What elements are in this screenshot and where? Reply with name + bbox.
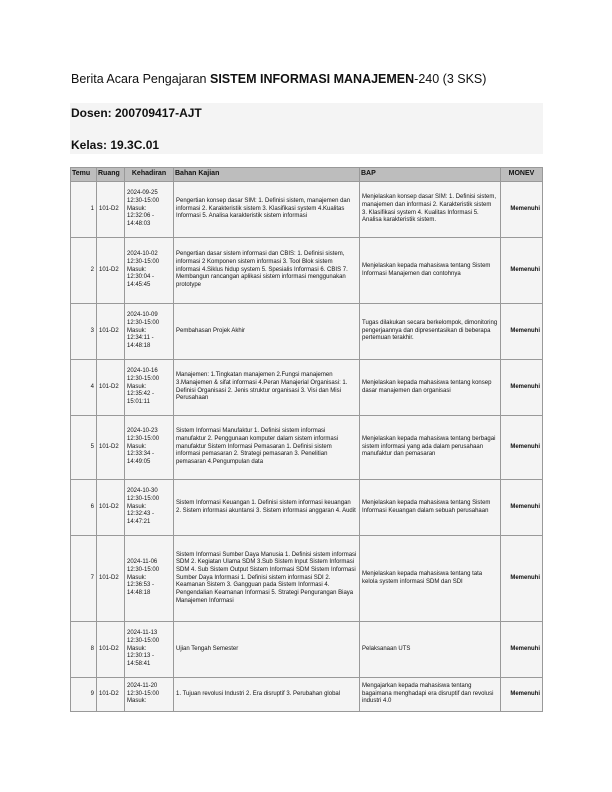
table-row	[71, 360, 543, 416]
check-in-label: Masuk:	[127, 503, 147, 510]
attendance-cell	[125, 360, 174, 416]
topic: Sistem Informasi Sumber Daya Manusia 1. Definisi sistem informasi SDM 2. Kegiatan Ulama SDM 3.Sub Sistem Input Sistem Informasi SDM 4. Sub Sistem Output Sistem Informasi SDM Sistem Informasi Sumber Daya Informasi 1. Definisi sistem informasi SDI 2. Keamanan Sistem 3. Gangguan pada Sistem Informasi 4. Pengendalian Keamanan Informasi 5. Strategi Pengurangan Biaya Manajemen Informasi	[174, 536, 360, 622]
attendance-cell	[125, 304, 174, 360]
bap: Menjelaskan kepada mahasiswa tentang tata kelola system informasi SDM dan SDI	[360, 536, 501, 622]
bap: Tugas dilakukan secara berkelompok, dimonitoring pengerjaannya dan dipresentasikan di beberapa pertemuan terakhir.	[360, 304, 501, 360]
meeting-number: 3	[71, 304, 97, 360]
date: 2024-11-20	[127, 682, 158, 689]
room: 101-D2	[97, 304, 125, 360]
meeting-number: 8	[71, 622, 97, 678]
col-header-room: Ruang	[97, 168, 125, 182]
topic: Ujian Tengah Semester	[174, 622, 360, 678]
meeting-number: 1	[71, 182, 97, 238]
attendance-table	[70, 167, 543, 712]
monev-status: Memenuhi	[501, 304, 543, 360]
date: 2024-10-16	[127, 368, 158, 375]
title-prefix: Berita Acara Pengajaran	[71, 72, 210, 86]
monev-status: Memenuhi	[501, 622, 543, 678]
page-title	[71, 72, 486, 86]
table-row	[71, 536, 543, 622]
attendance-cell	[125, 536, 174, 622]
room: 101-D2	[97, 536, 125, 622]
col-header-monev: MONEV	[501, 168, 543, 182]
bap: Menjelaskan kepada mahasiswa tentang konsep dasar manajemen dan organisasi	[360, 360, 501, 416]
monev-status: Memenuhi	[501, 238, 543, 304]
check-in-time: 12:32:06 - 14:48:03	[127, 213, 155, 227]
col-header-topic: Bahan Kajian	[174, 168, 360, 182]
table-row	[71, 304, 543, 360]
table-row	[71, 678, 543, 712]
topic: Pembahasan Projek Akhir	[174, 304, 360, 360]
schedule-time: 12:30-15:00	[127, 319, 160, 326]
table-row	[71, 416, 543, 480]
col-header-attendance: Kehadiran	[125, 168, 174, 182]
date: 2024-10-02	[127, 251, 158, 258]
date: 2024-11-06	[127, 559, 158, 566]
schedule-time: 12:30-15:00	[127, 690, 160, 697]
check-in-time: 12:33:34 - 14:49:05	[127, 451, 155, 465]
check-in-time: 12:35:42 - 15:01:11	[127, 391, 155, 405]
check-in-time: 12:32:43 - 14:47:21	[127, 511, 155, 525]
bap: Pelaksanaan UTS	[360, 622, 501, 678]
meeting-number: 5	[71, 416, 97, 480]
schedule-time: 12:30-15:00	[127, 435, 160, 442]
monev-status: Memenuhi	[501, 360, 543, 416]
table-header-row	[71, 168, 543, 182]
room: 101-D2	[97, 238, 125, 304]
check-in-label: Masuk:	[127, 443, 147, 450]
monev-status: Memenuhi	[501, 678, 543, 712]
topic: Pengertian konsep dasar SIM: 1. Definisi sistem, manajemen dan informasi 2. Karakteristik sistem 3. Klasifikasi system 4.Kualitas Informasi 5. Analisa karakteristik sistem informasi	[174, 182, 360, 238]
check-in-label: Masuk:	[127, 574, 147, 581]
lecturer-code: Dosen: 200709417-AJT	[71, 106, 202, 120]
check-in-label: Masuk:	[127, 698, 147, 705]
room: 101-D2	[97, 360, 125, 416]
date: 2024-10-30	[127, 488, 158, 495]
bap: Mengajarkan kepada mahasiswa tentang bagaimana menghadapi era disruptif dan revolusi industri 4.0	[360, 678, 501, 712]
bap: Menjelaskan kepada mahasiswa tentang berbagai sistem informasi yang ada dalam perusahaan manufaktur dan pemasaran	[360, 416, 501, 480]
monev-status: Memenuhi	[501, 182, 543, 238]
room: 101-D2	[97, 678, 125, 712]
table-row	[71, 622, 543, 678]
bap: Menjelaskan kepada mahasiswa tentang Sistem Informasi Keuangan dalam sebuah perusahaan	[360, 480, 501, 536]
attendance-cell	[125, 416, 174, 480]
attendance-cell	[125, 678, 174, 712]
attendance-cell	[125, 182, 174, 238]
schedule-time: 12:30-15:00	[127, 197, 160, 204]
attendance-cell	[125, 622, 174, 678]
monev-status: Memenuhi	[501, 416, 543, 480]
meeting-number: 7	[71, 536, 97, 622]
topic: Pengertian dasar sistem informasi dan CBIS: 1. Definisi sistem, informasi 2 Komponen sistem informasi 3. Tool Blok sistem informasi 4.Siklus hidup system 5. Spesialis Informasi 6. CBIS 7. Membangun rancangan aplikasi sistem informasi menggunakan prototype	[174, 238, 360, 304]
class-code: Kelas: 19.3C.01	[71, 138, 160, 152]
meeting-number: 4	[71, 360, 97, 416]
check-in-label: Masuk:	[127, 327, 147, 334]
schedule-time: 12:30-15:00	[127, 566, 160, 573]
meeting-number: 2	[71, 238, 97, 304]
table-row	[71, 238, 543, 304]
schedule-time: 12:30-15:00	[127, 375, 160, 382]
room: 101-D2	[97, 622, 125, 678]
course-suffix: -240 (3 SKS)	[414, 72, 487, 86]
check-in-label: Masuk:	[127, 645, 147, 652]
meeting-number: 6	[71, 480, 97, 536]
check-in-time: 12:34:11 - 14:48:18	[127, 335, 154, 349]
topic: Sistem Informasi Keuangan 1. Definisi sistem informasi keuangan 2. Sistem informasi akuntansi 3. Sistem informasi anggaran 4. Audit	[174, 480, 360, 536]
check-in-label: Masuk:	[127, 383, 147, 390]
meeting-number: 9	[71, 678, 97, 712]
col-header-bap: BAP	[360, 168, 501, 182]
check-in-time: 12:36:53 - 14:48:18	[127, 582, 155, 596]
schedule-time: 12:30-15:00	[127, 258, 160, 265]
info-box	[70, 103, 543, 154]
attendance-cell	[125, 480, 174, 536]
schedule-time: 12:30-15:00	[127, 637, 160, 644]
course-name: SISTEM INFORMASI MANAJEMEN	[209, 72, 415, 86]
room: 101-D2	[97, 182, 125, 238]
date: 2024-10-23	[127, 428, 158, 435]
check-in-time: 12:30:04 - 14:45:45	[127, 274, 155, 288]
date: 2024-11-13	[127, 630, 158, 637]
check-in-label: Masuk:	[127, 205, 147, 212]
bap: Menjelaskan kepada mahasiswa tentang Sistem Informasi Manajemen dan contohnya	[360, 238, 501, 304]
topic: Manajemen: 1.Tingkatan manajemen 2.Fungsi manajemen 3.Manajemen & sifat informasi 4.Peran Manajerial Organisasi: 1. Definisi Organisasi 2. Jenis struktur organisasi 3. Visi dan Misi Perusahaan	[174, 360, 360, 416]
schedule-time: 12:30-15:00	[127, 495, 160, 502]
date: 2024-09-25	[127, 190, 158, 197]
attendance-cell	[125, 238, 174, 304]
col-header-meeting: Temu	[71, 168, 97, 182]
date: 2024-10-09	[127, 312, 158, 319]
topic: Sistem Informasi Manufaktur 1. Definisi sistem informasi manufaktur 2. Penggunaan komputer dalam sistem informasi manufaktur Sistem Informasi Pemasaran 1. Definisi sistem informasi pemasaran 2. Strategi pemasaran 3. Penelitian pemasaran 4.Pengumpulan data	[174, 416, 360, 480]
room: 101-D2	[97, 480, 125, 536]
monev-status: Memenuhi	[501, 536, 543, 622]
topic: 1. Tujuan revolusi Industri 2. Era disruptif 3. Perubahan global	[174, 678, 360, 712]
check-in-label: Masuk:	[127, 266, 147, 273]
table-row	[71, 480, 543, 536]
table-row	[71, 182, 543, 238]
check-in-time: 12:30:13 - 14:58:41	[127, 653, 155, 667]
monev-status: Memenuhi	[501, 480, 543, 536]
bap: Menjelaskan konsep dasar SIM: 1. Definisi sistem, manajemen dan informasi 2. Karakteristik sistem 3. Klasifikasi system 4. Kualitas Informasi 5. Analisa karakteristik sistem.	[360, 182, 501, 238]
room: 101-D2	[97, 416, 125, 480]
